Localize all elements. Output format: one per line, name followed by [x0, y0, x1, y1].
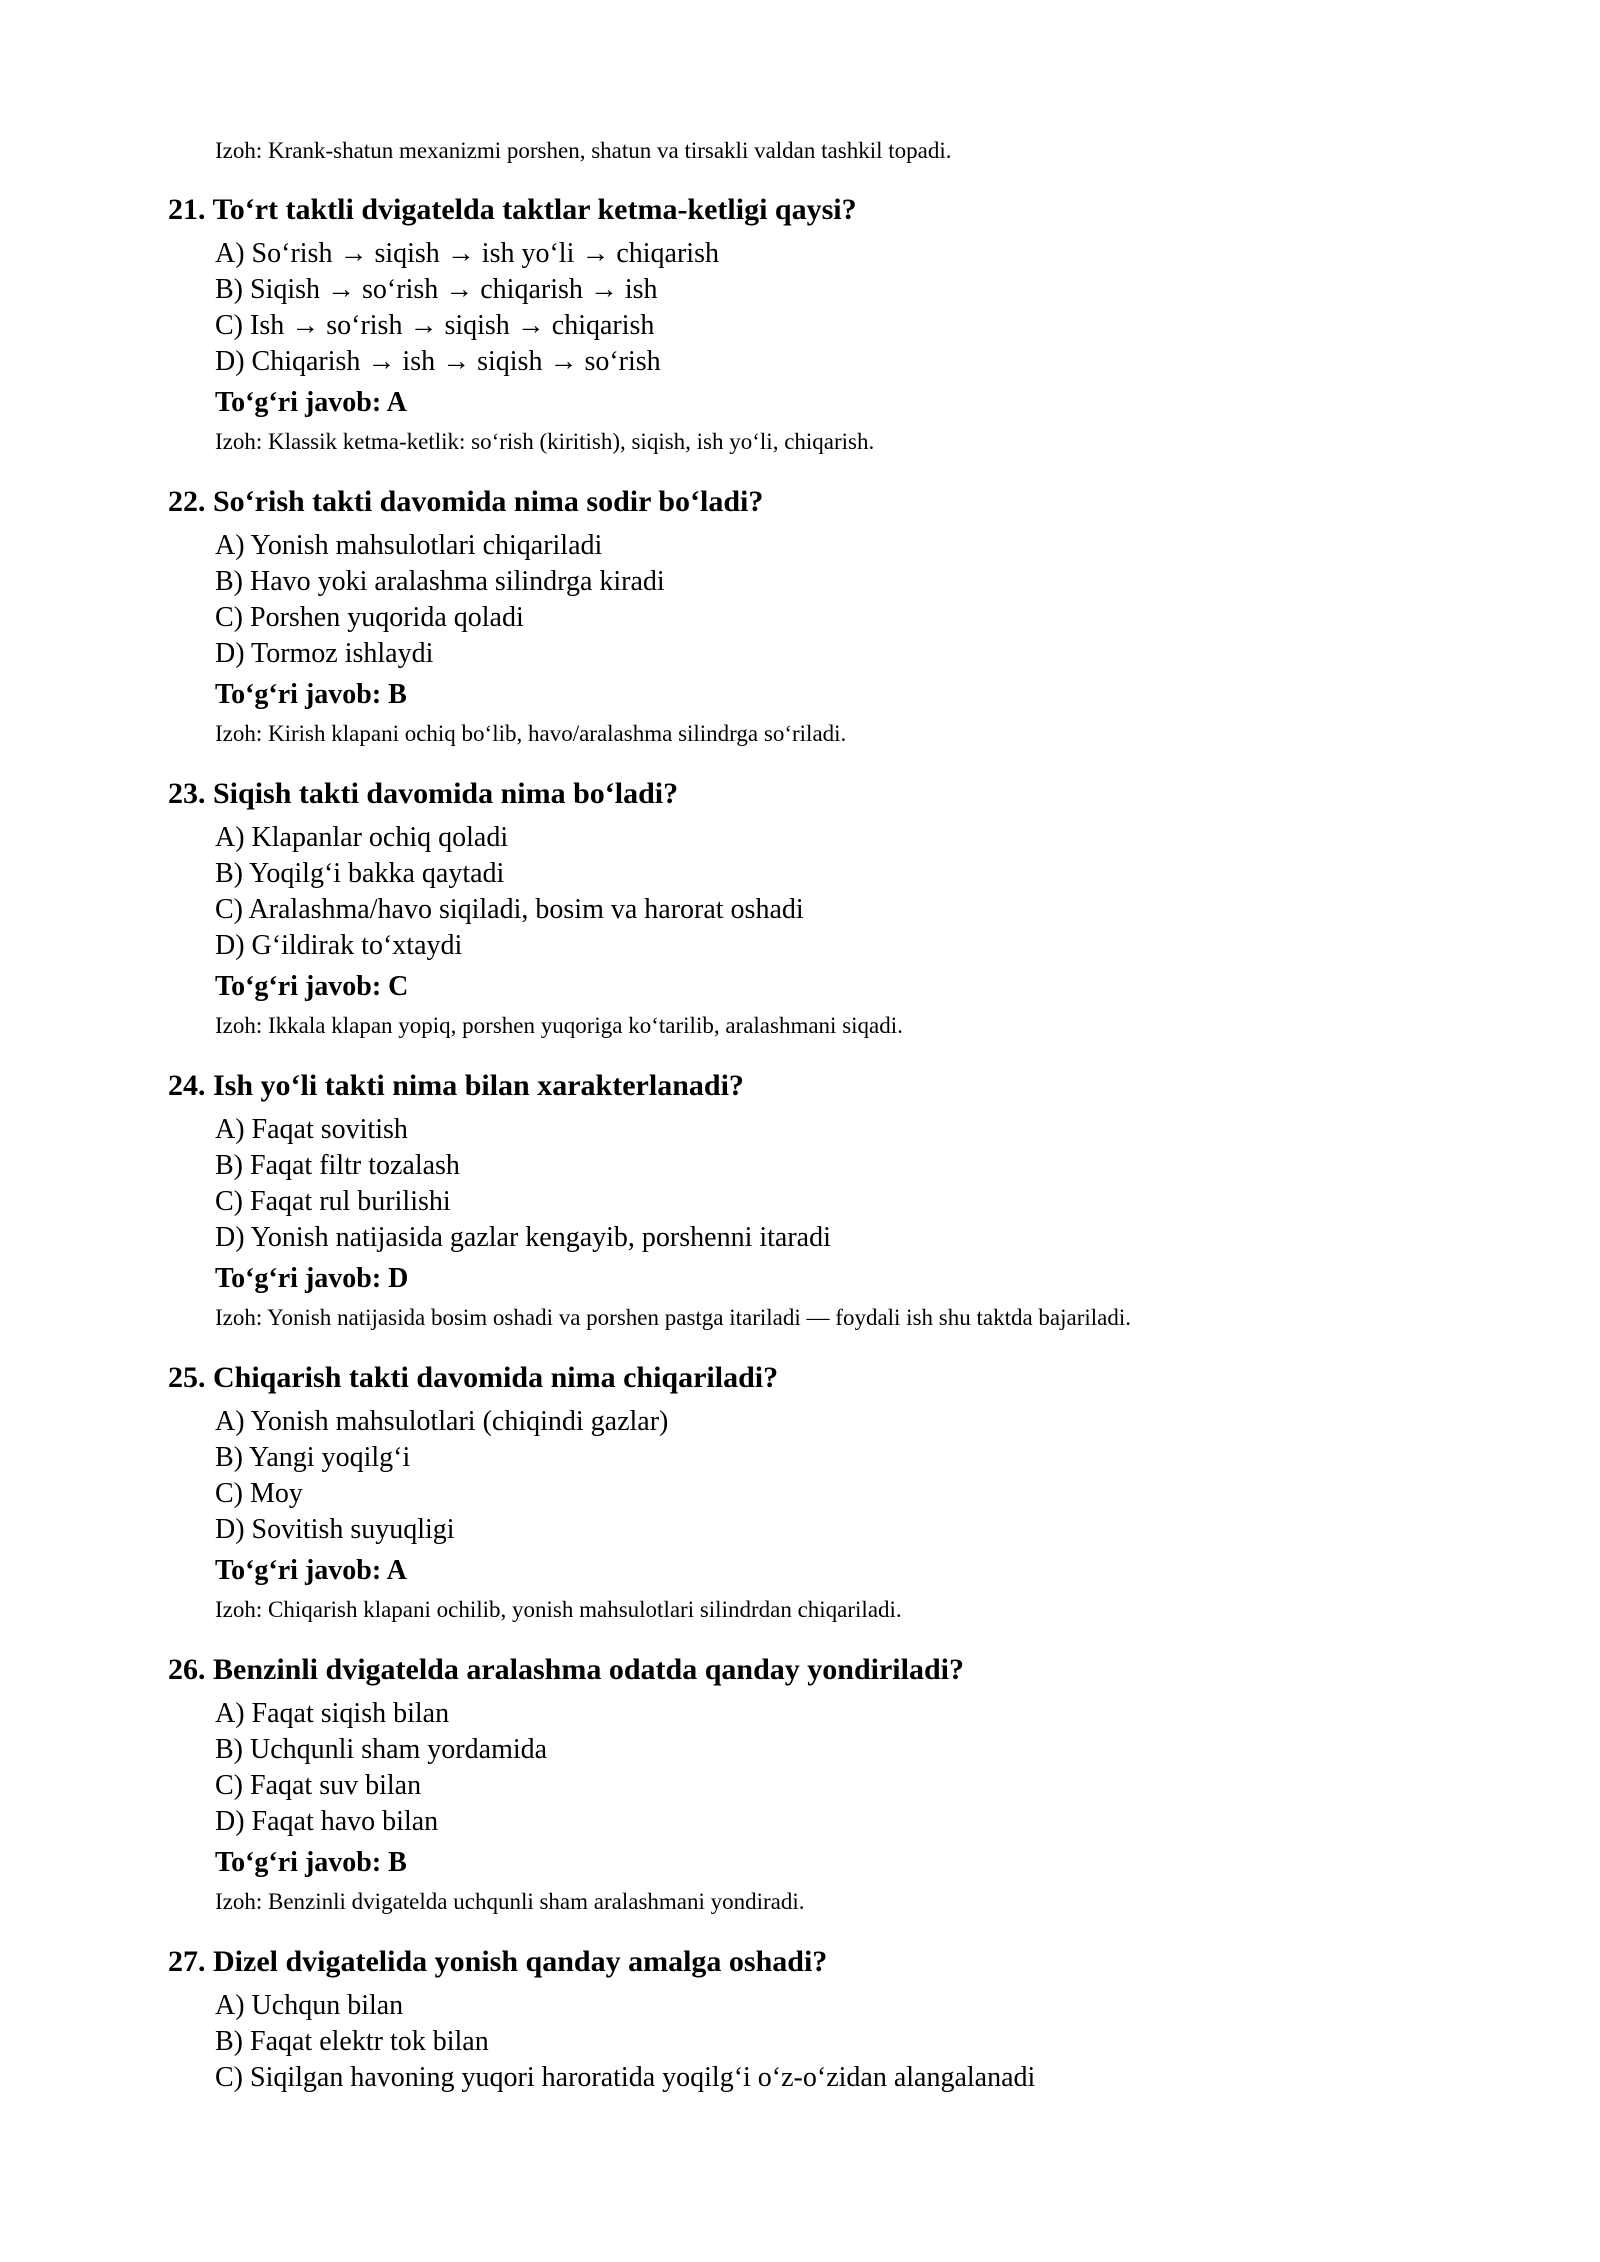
question-title: 27. Dizel dvigatelida yonish qanday amalga oshadi? — [168, 1945, 828, 1978]
answer-option: A) So‘rish → siqish → ish yo‘li → chiqarish — [215, 238, 719, 269]
explanation-note: Izoh: Kirish klapani ochiq bo‘lib, havo/aralashma silindrga so‘riladi. — [215, 721, 847, 746]
question-title: 24. Ish yo‘li takti nima bilan xarakterlanadi? — [168, 1069, 744, 1102]
correct-answer: To‘g‘ri javob: D — [215, 1263, 409, 1294]
answer-option: D) Sovitish suyuqligi — [215, 1514, 455, 1545]
correct-answer: To‘g‘ri javob: A — [215, 1555, 407, 1586]
answer-option: A) Faqat sovitish — [215, 1114, 408, 1145]
question-block — [0, 1066, 1600, 1336]
correct-answer: To‘g‘ri javob: B — [215, 1847, 407, 1878]
question-block — [0, 190, 1600, 460]
question-block — [0, 482, 1600, 752]
answer-option: D) Faqat havo bilan — [215, 1806, 439, 1837]
answer-option: C) Faqat suv bilan — [215, 1770, 422, 1801]
answer-option: C) Ish → so‘rish → siqish → chiqarish — [215, 310, 655, 341]
question-title: 22. So‘rish takti davomida nima sodir bo‘ladi? — [168, 485, 764, 518]
answer-option: B) Havo yoki aralashma silindrga kiradi — [215, 566, 665, 597]
question-list — [0, 190, 1600, 2096]
answer-option: A) Uchqun bilan — [215, 1990, 404, 2021]
answer-options — [215, 1112, 1600, 1256]
answer-options — [215, 1696, 1600, 1840]
question-title: 26. Benzinli dvigatelda aralashma odatda qanday yondiriladi? — [168, 1653, 964, 1686]
explanation-note: Izoh: Ikkala klapan yopiq, porshen yuqoriga ko‘tarilib, aralashmani siqadi. — [215, 1013, 903, 1038]
answer-option: D) G‘ildirak to‘xtaydi — [215, 930, 463, 961]
answer-options — [215, 528, 1600, 672]
explanation-note: Izoh: Klassik ketma-ketlik: so‘rish (kiritish), siqish, ish yo‘li, chiqarish. — [215, 429, 875, 454]
question-title: 25. Chiqarish takti davomida nima chiqariladi? — [168, 1361, 779, 1394]
explanation-note: Izoh: Yonish natijasida bosim oshadi va porshen pastga itariladi — foydali ish shu taktda bajariladi. — [215, 1305, 1132, 1330]
answer-option: B) Yoqilg‘i bakka qaytadi — [215, 858, 505, 889]
answer-option: A) Faqat siqish bilan — [215, 1698, 450, 1729]
answer-option: B) Siqish → so‘rish → chiqarish → ish — [215, 274, 658, 305]
answer-option: B) Faqat elektr tok bilan — [215, 2026, 489, 2057]
answer-option: A) Yonish mahsulotlari chiqariladi — [215, 530, 603, 561]
question-title: 23. Siqish takti davomida nima bo‘ladi? — [168, 777, 679, 810]
answer-options — [215, 1404, 1600, 1548]
answer-option: C) Moy — [215, 1478, 303, 1509]
answer-option: B) Faqat filtr tozalash — [215, 1150, 460, 1181]
question-title: 21. To‘rt taktli dvigatelda taktlar ketma-ketligi qaysi? — [168, 193, 857, 226]
answer-option: A) Yonish mahsulotlari (chiqindi gazlar) — [215, 1406, 669, 1437]
answer-options — [215, 236, 1600, 380]
question-block — [0, 1942, 1600, 2096]
answer-option: B) Yangi yoqilg‘i — [215, 1442, 411, 1473]
explanation-note: Izoh: Krank-shatun mexanizmi porshen, shatun va tirsakli valdan tashkil topadi. — [215, 138, 952, 163]
explanation-note: Izoh: Benzinli dvigatelda uchqunli sham aralashmani yondiradi. — [215, 1889, 805, 1914]
answer-option: B) Uchqunli sham yordamida — [215, 1734, 548, 1765]
answer-options — [215, 820, 1600, 964]
answer-option: C) Faqat rul burilishi — [215, 1186, 451, 1217]
correct-answer: To‘g‘ri javob: A — [215, 387, 407, 418]
answer-option: C) Porshen yuqorida qoladi — [215, 602, 524, 633]
explanation-note: Izoh: Chiqarish klapani ochilib, yonish mahsulotlari silindrdan chiqariladi. — [215, 1597, 902, 1622]
answer-option: C) Aralashma/havo siqiladi, bosim va harorat oshadi — [215, 894, 804, 925]
answer-option: D) Tormoz ishlaydi — [215, 638, 434, 669]
answer-option: C) Siqilgan havoning yuqori haroratida yoqilg‘i o‘z-o‘zidan alangalanadi — [215, 2062, 1036, 2093]
answer-option: A) Klapanlar ochiq qoladi — [215, 822, 509, 853]
question-block — [0, 1650, 1600, 1920]
answer-option: D) Chiqarish → ish → siqish → so‘rish — [215, 346, 661, 377]
answer-options — [215, 1988, 1600, 2096]
question-block — [0, 1358, 1600, 1628]
question-block — [0, 774, 1600, 1044]
correct-answer: To‘g‘ri javob: B — [215, 679, 407, 710]
answer-option: D) Yonish natijasida gazlar kengayib, porshenni itaradi — [215, 1222, 831, 1253]
correct-answer: To‘g‘ri javob: C — [215, 971, 409, 1002]
